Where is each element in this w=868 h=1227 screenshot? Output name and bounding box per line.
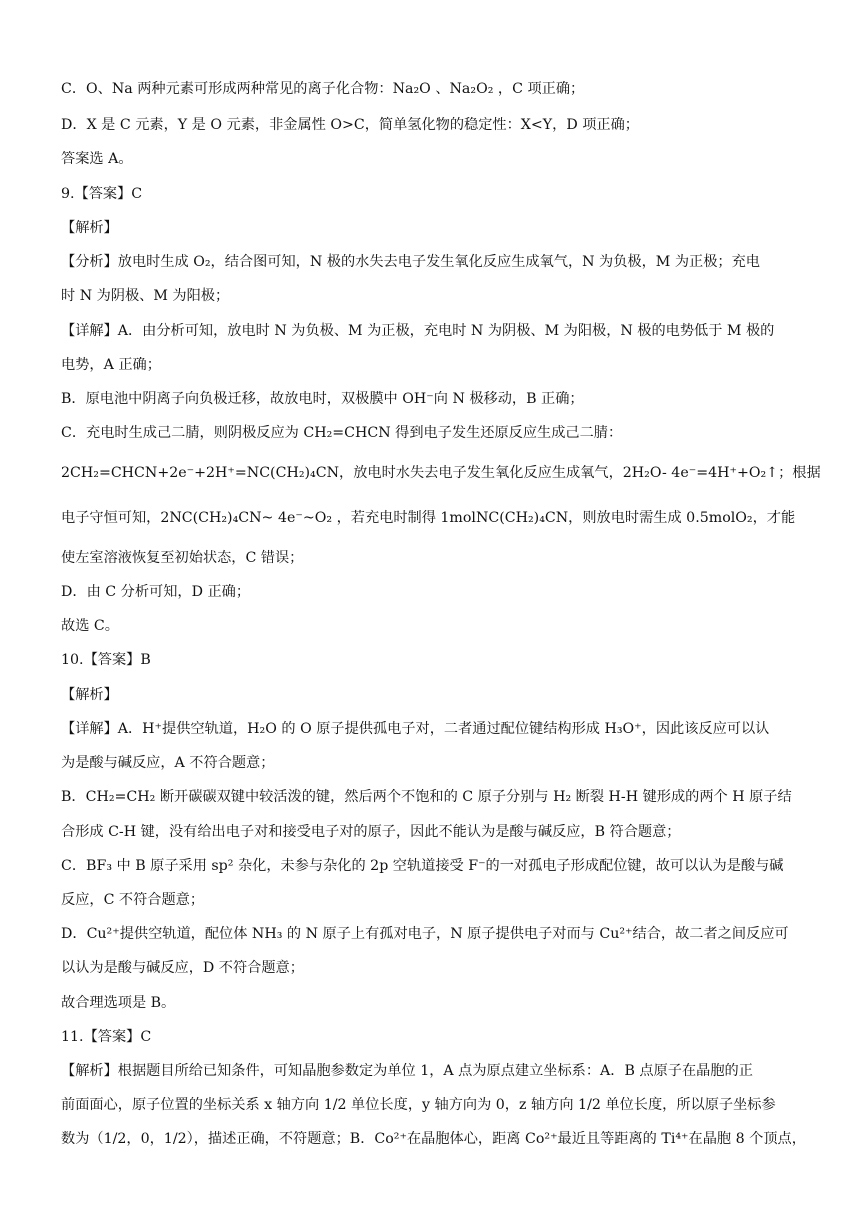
equation-line: 电子守恒可知，2NC(CH₂)₄CN~ 4e⁻~O₂ ，若充电时制得 1molNC(CH₂)₄CN，则放电时需生成 0.5molO₂，才能 — [61, 510, 796, 526]
text-line: 反应，C 不符合题意； — [61, 892, 205, 908]
text-line: 时 N 为阴极、M 为阳极； — [61, 288, 230, 304]
text-line: 为是酸与碱反应，A 不符合题意； — [61, 755, 275, 771]
text-line: 【详解】A．由分析可知，放电时 N 为负极、M 为正极，充电时 N 为阴极、M 为阳极，N 极的电势低于 M 极的 — [61, 323, 775, 339]
text-line: C．充电时生成己二腈，则阴极反应为 CH₂=CHCN 得到电子发生还原反应生成己二腈： — [61, 425, 623, 441]
text-line: 故选 C。 — [61, 618, 119, 634]
equation-line: 2CH₂=CHCN+2e⁻+2H⁺=NC(CH₂)₄CN，放电时水失去电子发生氧化反应生成氧气，2H₂O- 4e⁻=4H⁺+O₂↑；根据 — [61, 465, 821, 481]
text-line: 以认为是酸与碱反应，D 不符合题意； — [61, 960, 304, 976]
text-line: 前面面心，原子位置的坐标关系 x 轴方向 1/2 单位长度，y 轴方向为 0，z 轴方向 1/2 单位长度，所以原子坐标参 — [61, 1097, 776, 1113]
text-line: 数为（1/2，0，1/2），描述正确，不符题意；B．Co²⁺在晶胞体心，距离 Co²⁺最近且等距离的 Ti⁴⁺在晶胞 8 个顶点， — [61, 1131, 806, 1147]
text-line: D．X 是 C 元素，Y 是 O 元素，非金属性 O>C，简单氢化物的稳定性：X<Y，D 项正确； — [61, 117, 639, 133]
text-line: 合形成 C-H 键，没有给出电子对和接受电子对的原子，因此不能认为是酸与碱反应，B 符合题意； — [61, 824, 681, 840]
text-line: 故合理选项是 B。 — [61, 995, 176, 1011]
analysis-heading: 【解析】 — [61, 687, 118, 703]
text-line: D．由 C 分析可知，D 正确； — [61, 584, 251, 600]
text-line: C．O、Na 两种元素可形成两种常见的离子化合物：Na₂O 、Na₂O₂ ，C 项正确； — [61, 81, 585, 97]
text-line: B．CH₂=CH₂ 断开碳碳双键中较活泼的键，然后两个不饱和的 C 原子分别与 H₂ 断裂 H-H 键形成的两个 H 原子结 — [61, 789, 792, 805]
text-line: D．Cu²⁺提供空轨道，配位体 NH₃ 的 N 原子上有孤对电子，N 原子提供电子对而与 Cu²⁺结合，故二者之间反应可 — [61, 926, 789, 942]
analysis-heading: 【解析】 — [61, 220, 118, 236]
answer-heading-11: 11.【答案】C — [61, 1029, 152, 1045]
text-line: 使左室溶液恢复至初始状态，C 错误； — [61, 550, 304, 566]
text-line: 电势，A 正确； — [61, 357, 161, 373]
text-line: B．原电池中阴离子向负极迁移，故放电时，双极膜中 OH⁻向 N 极移动，B 正确； — [61, 391, 584, 407]
text-line: 答案选 A。 — [61, 151, 133, 167]
answer-heading-9: 9.【答案】C — [61, 186, 143, 202]
text-line: 【详解】A．H⁺提供空轨道，H₂O 的 O 原子提供孤电子对，二者通过配位键结构形成 H₃O⁺，因此该反应可以认 — [61, 721, 770, 737]
text-line: C．BF₃ 中 B 原子采用 sp² 杂化，未参与杂化的 2p 空轨道接受 F⁻的一对孤电子形成配位键，故可以认为是酸与碱 — [61, 858, 784, 874]
answer-heading-10: 10.【答案】B — [61, 652, 151, 668]
text-line: 【解析】根据题目所给已知条件，可知晶胞参数定为单位 1，A 点为原点建立坐标系：A．B 点原子在晶胞的正 — [61, 1063, 753, 1079]
text-line: 【分析】放电时生成 O₂，结合图可知，N 极的水失去电子发生氧化反应生成氧气，N 为负极，M 为正极；充电 — [61, 254, 760, 270]
